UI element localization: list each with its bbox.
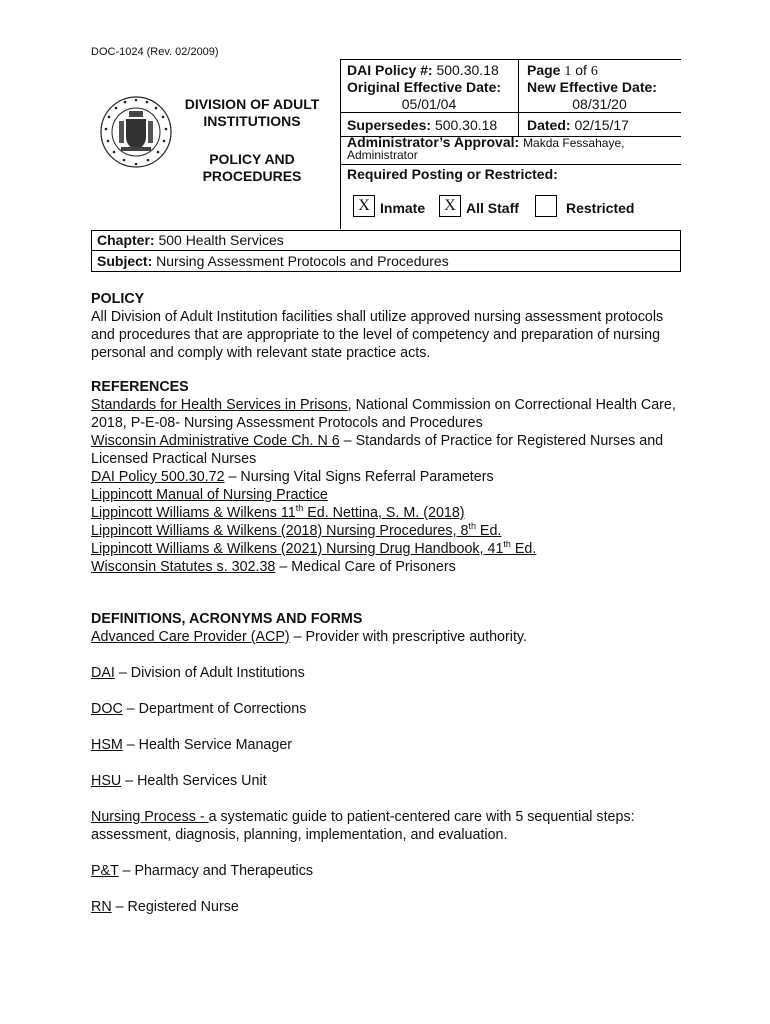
policy-number: DAI Policy #: 500.30.18: [347, 62, 499, 78]
reference-2: Wisconsin Administrative Code Ch. N 6 – Standards of Practice for Registered Nurses and Licensed Practical Nurses: [91, 433, 664, 467]
reference-4: [91, 486, 681, 504]
all-staff-checkbox[interactable]: X: [439, 195, 461, 217]
definitions-heading: DEFINITIONS, ACRONYMS AND FORMS: [91, 611, 363, 627]
reference-link[interactable]: Wisconsin Statutes s. 302.38: [91, 559, 276, 575]
dated: Dated: 02/15/17: [527, 117, 629, 133]
administrator-approval: Administrator’s Approval: Makda Fessahaye,: [347, 134, 625, 150]
original-effective-label: Original Effective Date:: [347, 79, 502, 95]
inmate-checkbox[interactable]: X: [353, 195, 375, 217]
policy-info-grid: [340, 59, 681, 229]
reference-1: Standards for Health Services in Prisons, National Commission on Correctional Health Care, 2018, P-E-08- Nursing Assessment Protocols and Procedures: [91, 397, 676, 431]
subject: Subject: Nursing Assessment Protocols and Procedures: [97, 253, 449, 269]
restricted-label: Restricted: [566, 200, 635, 216]
policy-procedures-title: POLICY AND PROCEDURES: [202, 151, 302, 184]
supersedes: Supersedes: 500.30.18: [347, 117, 498, 133]
reference-link[interactable]: Standards for Health Services in Prisons: [91, 397, 348, 413]
inmate-label: Inmate: [380, 200, 426, 216]
reference-5[interactable]: Lippincott Williams & Wilkens 11th Ed. Nettina, S. M. (2018): [91, 503, 465, 521]
references-heading: REFERENCES: [91, 379, 189, 395]
definition-item: RN – Registered Nurse: [91, 899, 239, 915]
definition-item: Nursing Process - a systematic guide to patient-centered care with 5 sequential steps: assessment, diagnosis, planning, implementation, and evaluation.: [91, 809, 635, 843]
policy-text: All Division of Adult Institution facilities shall utilize approved nursing assessment protocols and procedures that are appropriate to the level of competency and preparation of nursing personal and comply with relevant state practice acts.: [91, 309, 664, 361]
reference-link[interactable]: DAI Policy 500.30.72: [91, 469, 225, 485]
reference-7[interactable]: Lippincott Williams & Wilkens (2021) Nursing Drug Handbook, 41th Ed.: [91, 539, 537, 557]
original-effective-date: 05/01/04: [401, 96, 457, 112]
posting-label: Required Posting or Restricted:: [347, 166, 558, 182]
reference-3: DAI Policy 500.30.72 – Nursing Vital Signs Referral Parameters: [91, 469, 494, 485]
all-staff-label: All Staff: [466, 200, 519, 216]
definition-item: DAI – Division of Adult Institutions: [91, 665, 305, 681]
page-indicator: Page 1 of 6: [527, 62, 598, 79]
form-number: DOC-1024 (Rev. 02/2009): [91, 46, 219, 58]
division-title: DIVISION OF ADULT INSTITUTIONS: [184, 96, 320, 129]
definition-item: DOC – Department of Corrections: [91, 701, 307, 717]
definition-item: Advanced Care Provider (ACP) – Provider with prescriptive authority.: [91, 629, 527, 645]
definition-item: P&T – Pharmacy and Therapeutics: [91, 863, 313, 879]
reference-link[interactable]: Wisconsin Administrative Code Ch. N 6: [91, 433, 340, 449]
document-body: [91, 290, 681, 916]
reference-6[interactable]: Lippincott Williams & Wilkens (2018) Nursing Procedures, 8th Ed.: [91, 521, 502, 539]
definition-item: HSU – Health Services Unit: [91, 773, 267, 789]
chapter: Chapter: 500 Health Services: [97, 232, 284, 248]
approval-title: Administrator: [347, 148, 418, 162]
reference-8: Wisconsin Statutes s. 302.38 – Medical Care of Prisoners: [91, 559, 456, 575]
new-effective-label: New Effective Date:: [527, 79, 657, 95]
reference-link[interactable]: Lippincott Manual of Nursing Practice: [91, 487, 328, 503]
policy-heading: POLICY: [91, 291, 145, 307]
chapter-subject-box: [91, 230, 681, 272]
new-effective-date: 08/31/20: [572, 96, 627, 112]
restricted-checkbox[interactable]: [535, 195, 557, 217]
state-seal-icon: [99, 95, 173, 169]
definition-item: HSM – Health Service Manager: [91, 737, 293, 753]
